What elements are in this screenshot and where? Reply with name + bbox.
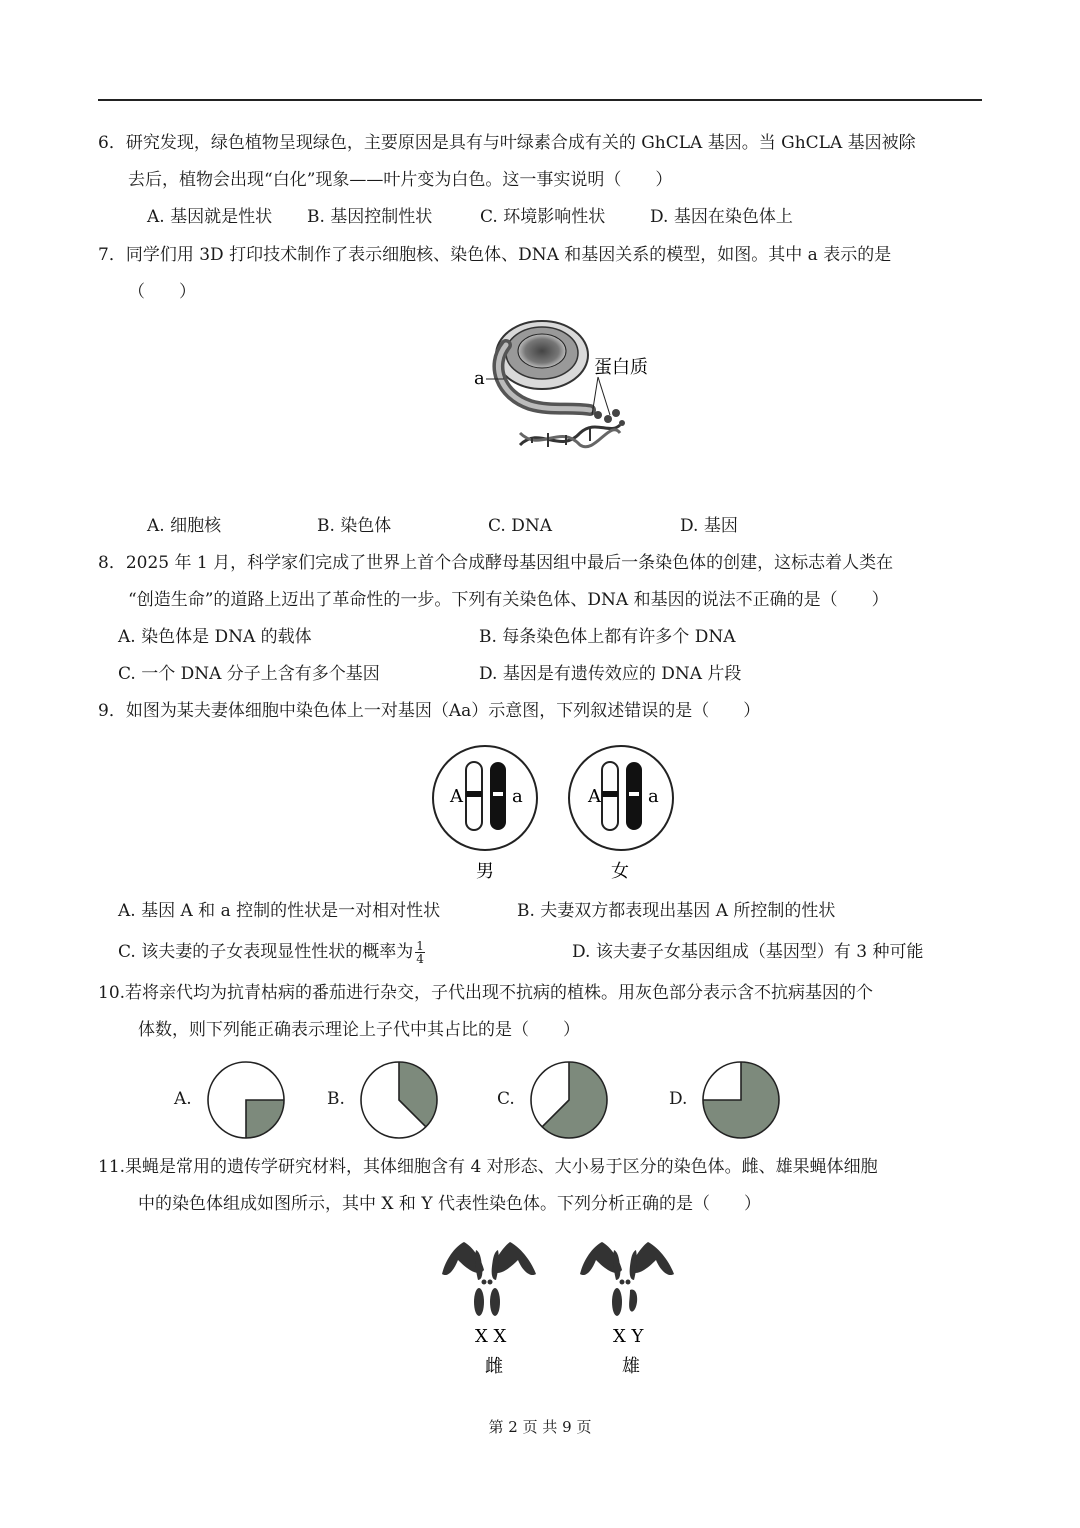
q10-option-c-label: C. <box>497 1089 515 1109</box>
q6-option-d: D. 基因在染色体上 <box>650 207 793 227</box>
female-chromosome-label: X X <box>475 1326 507 1347</box>
female-gene-a: a <box>648 786 659 807</box>
q7-option-d: D. 基因 <box>680 516 738 536</box>
q9-option-c <box>118 940 425 965</box>
q10-stem-line2: 体数，则下列能正确表示理论上子代中其占比的是（ ） <box>138 1020 580 1040</box>
female-label: 女 <box>611 861 629 882</box>
q9-stem-line1: 9．如图为某夫妻体细胞中染色体上一对基因（Aa）示意图，下列叙述错误的是（ ） <box>98 701 761 721</box>
fraction-denominator: 4 <box>416 952 424 966</box>
q8-stem-line2: “创造生命”的道路上迈出了革命性的一步。下列有关染色体、DNA 和基因的说法不正确的是（ ） <box>128 590 889 610</box>
q11-stem-line2: 中的染色体组成如图所示，其中 X 和 Y 代表性染色体。下列分析正确的是（ ） <box>138 1194 761 1214</box>
q8-option-d: D. 基因是有遗传效应的 DNA 片段 <box>479 664 742 684</box>
q7-stem-line2: （ ） <box>128 282 196 302</box>
q10-option-b-label: B. <box>327 1089 345 1109</box>
q7-option-c: C. DNA <box>488 516 552 536</box>
male-gene-A: A <box>450 786 463 807</box>
pie-option-b <box>357 1058 441 1142</box>
fruit-fly-chromosome-figure <box>432 1230 692 1385</box>
q8-option-a: A. 染色体是 DNA 的载体 <box>118 627 312 647</box>
chromosome-model-figure <box>470 315 670 465</box>
q7-label-a: a <box>474 368 485 389</box>
q10-option-d-label: D. <box>669 1089 688 1109</box>
female-gene-A: A <box>588 786 601 807</box>
q7-option-a: A. 细胞核 <box>147 516 222 536</box>
q6-stem-line2: 去后，植物会出现“白化”现象——叶片变为白色。这一事实说明（ ） <box>128 170 673 190</box>
fraction-numerator: 1 <box>416 939 424 953</box>
q6-option-b: B. 基因控制性状 <box>307 207 433 227</box>
q6-option-c: C. 环境影响性状 <box>480 207 606 227</box>
q8-stem-line1: 8．2025 年 1 月，科学家们完成了世界上首个合成酵母基因组中最后一条染色体的创建，这标志着人类在 <box>98 553 894 573</box>
pie-option-d <box>699 1058 783 1142</box>
pie-option-a <box>204 1058 288 1142</box>
q7-option-b: B. 染色体 <box>317 516 392 536</box>
q9-option-c-text: C. 该夫妻的子女表现显性性状的概率为 <box>118 942 414 962</box>
header-rule <box>98 99 982 101</box>
male-karyotype <box>580 1242 674 1316</box>
q6-option-a: A. 基因就是性状 <box>147 207 273 227</box>
q10-stem-line1: 10.若将亲代均为抗青枯病的番茄进行杂交，子代出现不抗病的植株。用灰色部分表示含不抗病基因的个 <box>98 983 874 1003</box>
pie-b-gray-slice <box>399 1062 437 1127</box>
q11-stem-line1: 11.果蝇是常用的遗传学研究材料，其体细胞含有 4 对形态、大小易于区分的染色体。雌、雄果蝇体细胞 <box>98 1157 878 1177</box>
pie-c-gray-slice <box>542 1062 607 1138</box>
male-label: 男 <box>476 861 494 882</box>
gene-pair-figure <box>428 742 678 887</box>
q6-stem-line1: 6．研究发现，绿色植物呈现绿色，主要原因是具有与叶绿素合成有关的 GhCLA 基因。当 GhCLA 基因被除 <box>98 133 916 153</box>
q8-option-b: B. 每条染色体上都有许多个 DNA <box>479 627 736 647</box>
q8-option-c: C. 一个 DNA 分子上含有多个基因 <box>118 664 380 684</box>
fraction-one-quarter <box>415 940 425 965</box>
male-label: 雄 <box>622 1356 640 1377</box>
page-footer: 第 2 页 共 9 页 <box>488 1418 592 1436</box>
q9-option-a: A. 基因 A 和 a 控制的性状是一对相对性状 <box>118 901 441 921</box>
q7-label-protein: 蛋白质 <box>594 357 648 378</box>
female-label: 雌 <box>485 1356 503 1377</box>
pie-option-c <box>527 1058 611 1142</box>
q7-stem-line1: 7．同学们用 3D 打印技术制作了表示细胞核、染色体、DNA 和基因关系的模型，如图。其中 a 表示的是 <box>98 245 892 265</box>
male-chromosome-label: X Y <box>613 1326 644 1347</box>
male-gene-a: a <box>512 786 523 807</box>
q9-option-b: B. 夫妻双方都表现出基因 A 所控制的性状 <box>517 901 836 921</box>
female-karyotype <box>442 1242 536 1316</box>
q9-option-d: D. 该夫妻子女基因组成（基因型）有 3 种可能 <box>572 942 924 962</box>
q10-option-a-label: A. <box>174 1089 192 1109</box>
